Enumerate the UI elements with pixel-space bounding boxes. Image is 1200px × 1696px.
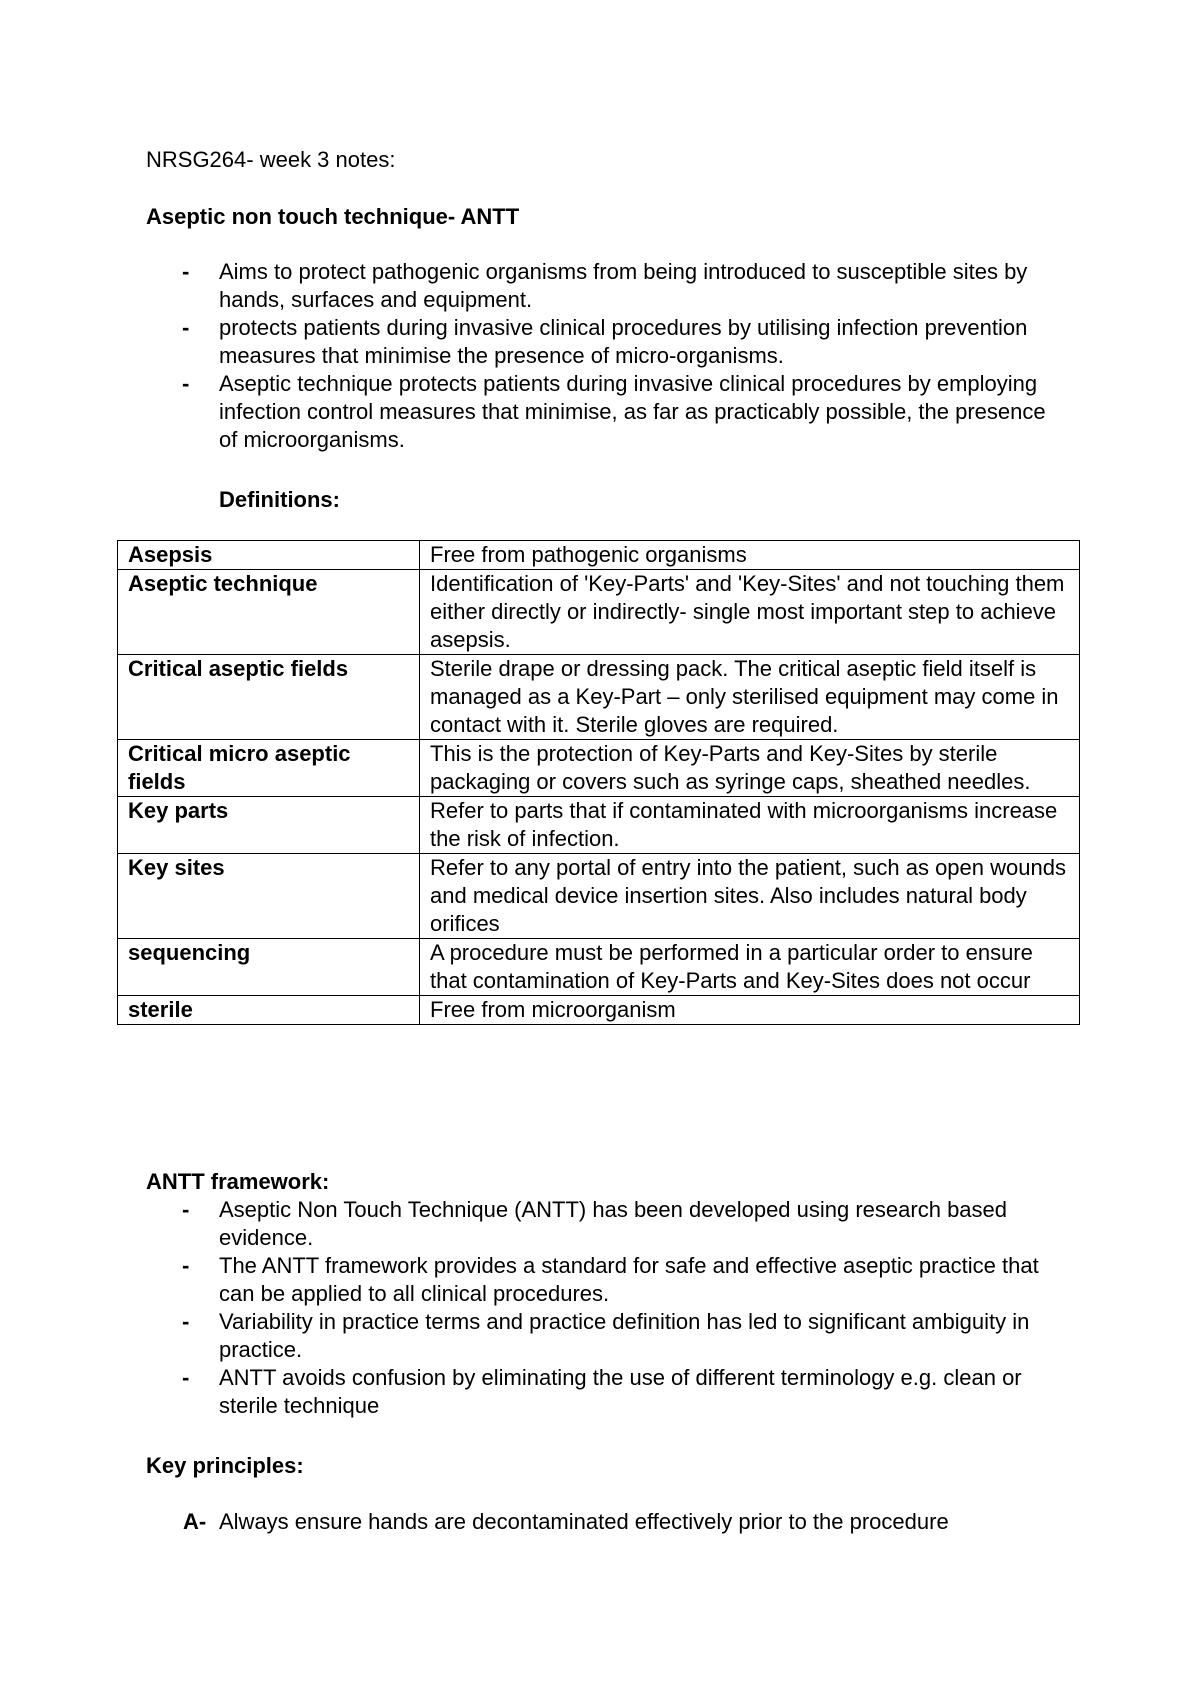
term-cell: Key parts [118, 797, 420, 854]
term-cell: Critical aseptic fields [118, 655, 420, 740]
list-item: - Variability in practice terms and practice definition has led to significant ambiguity in practice. [182, 1309, 1030, 1362]
list-item: - The ANTT framework provides a standard for safe and effective aseptic practice that can be applied to all clinical procedures. [182, 1253, 1039, 1306]
definition-cell: Sterile drape or dressing pack. The critical aseptic field itself is managed as a Key-Part – only sterilised equipment may come in contact with it. Sterile gloves are required. [420, 655, 1080, 740]
list-item: - protects patients during invasive clinical procedures by utilising infection prevention measures that minimise the presence of micro-organisms. [182, 315, 1028, 368]
term-cell: Key sites [118, 854, 420, 939]
definitions-heading: Definitions: [219, 487, 340, 512]
term-cell: sterile [118, 996, 420, 1025]
term-cell: sequencing [118, 939, 420, 996]
antt-bullet-list [146, 258, 1046, 454]
table-row [118, 939, 1080, 996]
framework-bullet-list [146, 1196, 1046, 1420]
principles-list [146, 1508, 1046, 1536]
list-item: - Aseptic technique protects patients during invasive clinical procedures by employing infection control measures that minimise, as far as practicably possible, the presence of microorganisms. [182, 371, 1046, 452]
section-heading-antt: Aseptic non touch technique- ANTT [146, 204, 520, 229]
definition-cell: Free from pathogenic organisms [420, 541, 1080, 570]
definitions-table [117, 540, 1080, 1025]
definition-cell: A procedure must be performed in a particular order to ensure that contamination of Key-Parts and Key-Sites does not occur [420, 939, 1080, 996]
table-row [118, 996, 1080, 1025]
definition-cell: Free from microorganism [420, 996, 1080, 1025]
term-cell: Aseptic technique [118, 570, 420, 655]
table-row [118, 541, 1080, 570]
table-row [118, 655, 1080, 740]
definition-cell: Refer to parts that if contaminated with microorganisms increase the risk of infection. [420, 797, 1080, 854]
table-row [118, 797, 1080, 854]
definition-cell: Refer to any portal of entry into the patient, such as open wounds and medical device insertion sites. Also includes natural body orifices [420, 854, 1080, 939]
term-cell: Asepsis [118, 541, 420, 570]
table-row [118, 740, 1080, 797]
principles-heading: Key principles: [146, 1453, 304, 1478]
definition-cell: This is the protection of Key-Parts and Key-Sites by sterile packaging or covers such as syringe caps, sheathed needles. [420, 740, 1080, 797]
list-item: - Aseptic Non Touch Technique (ANTT) has been developed using research based evidence. [182, 1197, 1008, 1250]
list-item: - Aims to protect pathogenic organisms from being introduced to susceptible sites by hands, surfaces and equipment. [182, 259, 1028, 312]
list-item: - ANTT avoids confusion by eliminating the use of different terminology e.g. clean or sterile technique [182, 1365, 1022, 1418]
framework-heading: ANTT framework: [146, 1169, 330, 1194]
definition-cell: Identification of 'Key-Parts' and 'Key-Sites' and not touching them either directly or indirectly- single most important step to achieve asepsis. [420, 570, 1080, 655]
list-item: A- Always ensure hands are decontaminated effectively prior to the procedure [183, 1509, 949, 1534]
table-row [118, 854, 1080, 939]
document-title: NRSG264- week 3 notes: [146, 147, 396, 172]
term-cell: Critical micro aseptic fields [118, 740, 420, 797]
table-row [118, 570, 1080, 655]
